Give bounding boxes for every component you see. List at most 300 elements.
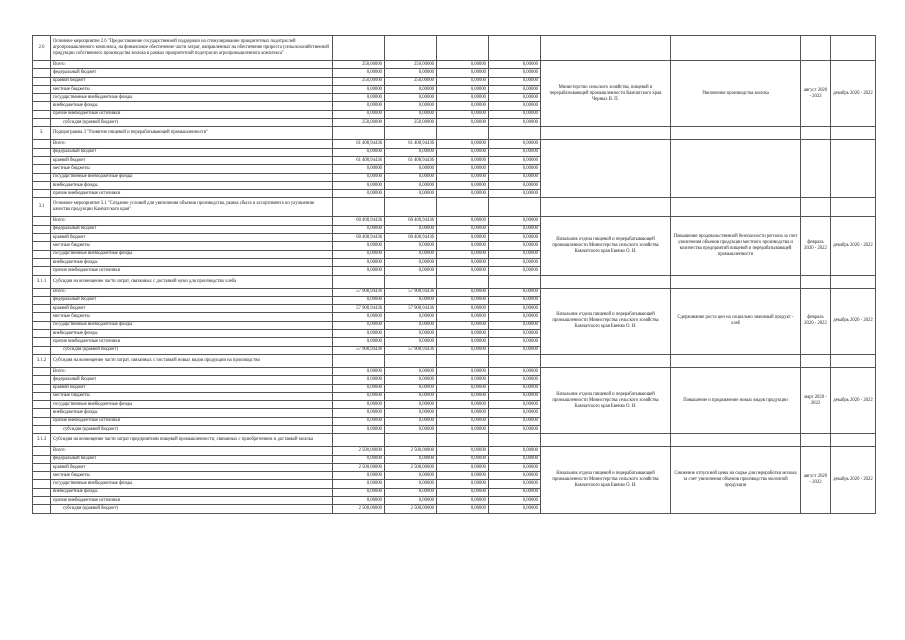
amount-cell: 0,00000	[385, 242, 437, 250]
amount-cell: 0,00000	[437, 173, 489, 181]
amount-cell: 0,00000	[437, 217, 489, 225]
amount-cell: 0,00000	[385, 497, 437, 505]
amount-cell: 250,00000	[385, 77, 437, 85]
amount-cell: 61 408,94436	[333, 140, 385, 148]
amount-cell: 0,00000	[333, 488, 385, 496]
row-label: местные бюджеты	[51, 472, 333, 480]
amount-cell: 0,00000	[489, 85, 541, 93]
row-label: Всего:	[51, 288, 333, 296]
amount-cell: 57 908,94436	[333, 288, 385, 296]
amount-cell: 0,00000	[333, 392, 385, 400]
amount-cell: 0,00000	[437, 140, 489, 148]
amount-cell: 0,00000	[489, 296, 541, 304]
amount-cell: 0,00000	[385, 85, 437, 93]
amount-cell: 0,00000	[385, 102, 437, 110]
row-label: внебюджетные фонды	[51, 102, 333, 110]
amount-cell: 0,00000	[489, 119, 541, 127]
empty-cell	[33, 417, 51, 425]
amount-cell: 0,00000	[437, 401, 489, 409]
amount-cell: 0,00000	[333, 110, 385, 118]
block-header-row	[33, 36, 876, 61]
empty-cell	[33, 305, 51, 313]
amount-cell: 0,00000	[385, 321, 437, 329]
amount-cell: 0,00000	[437, 69, 489, 77]
amount-cell: 0,00000	[333, 296, 385, 304]
empty-cell	[489, 36, 541, 61]
row-label: государственные внебюджетные фонды	[51, 480, 333, 488]
amount-cell: 0,00000	[385, 367, 437, 375]
amount-cell: 0,00000	[333, 225, 385, 233]
amount-cell: 61 408,94436	[385, 140, 437, 148]
empty-cell	[33, 472, 51, 480]
amount-cell: 0,00000	[437, 497, 489, 505]
empty-cell	[33, 77, 51, 85]
row-label: федеральный бюджет	[51, 225, 333, 233]
row-label: государственные внебюджетные фонды	[51, 250, 333, 258]
amount-cell: 0,00000	[489, 401, 541, 409]
budget-table	[32, 35, 876, 514]
empty-cell	[333, 36, 385, 61]
amount-cell: 0,00000	[437, 234, 489, 242]
end-date: декабрь 2020 - 2022	[831, 367, 876, 433]
table-row	[33, 217, 876, 225]
amount-cell: 0,00000	[437, 102, 489, 110]
row-label: Всего:	[51, 61, 333, 69]
amount-cell: 0,00000	[489, 447, 541, 455]
empty-cell	[671, 127, 801, 140]
empty-cell	[33, 346, 51, 354]
empty-cell	[33, 376, 51, 384]
amount-cell: 0,00000	[437, 258, 489, 266]
amount-cell: 0,00000	[489, 346, 541, 354]
amount-cell: 0,00000	[489, 258, 541, 266]
expected-result: Снижение отпускной цены на сырье для переработки молока за счет увеличения объемов производства молочной продукции	[671, 447, 801, 513]
row-label: государственные внебюджетные фонды	[51, 94, 333, 102]
item-number: 3.1	[33, 198, 51, 217]
amount-cell: 0,00000	[437, 409, 489, 417]
amount-cell: 2 500,00000	[333, 505, 385, 513]
empty-cell	[385, 198, 437, 217]
empty-cell	[33, 409, 51, 417]
amount-cell: 0,00000	[489, 425, 541, 433]
row-label: прочие внебюджетные источники	[51, 417, 333, 425]
empty-cell	[33, 258, 51, 266]
amount-cell: 0,00000	[489, 455, 541, 463]
amount-cell: 0,00000	[489, 267, 541, 275]
empty-cell	[801, 275, 831, 288]
amount-cell: 0,00000	[437, 505, 489, 513]
block-header-row	[33, 275, 876, 288]
block-header-row	[33, 127, 876, 140]
responsible-executor: Начальник отдела пищевой и перерабатывающей промышленности Министерства сельского хозяйства Камчатского края Евенко О. И.	[541, 217, 671, 275]
empty-cell	[33, 463, 51, 471]
amount-cell: 0,00000	[385, 190, 437, 198]
amount-cell: 0,00000	[489, 148, 541, 156]
amount-cell: 0,00000	[437, 250, 489, 258]
row-label: краевой бюджет	[51, 156, 333, 164]
amount-cell: 0,00000	[333, 480, 385, 488]
amount-cell: 0,00000	[437, 77, 489, 85]
empty-cell	[385, 127, 437, 140]
empty-cell	[33, 447, 51, 455]
start-date	[801, 140, 831, 198]
amount-cell: 0,00000	[437, 321, 489, 329]
empty-cell	[33, 173, 51, 181]
block-header-row	[33, 434, 876, 447]
row-label: местные бюджеты	[51, 165, 333, 173]
empty-cell	[33, 296, 51, 304]
amount-cell: 0,00000	[437, 165, 489, 173]
row-label: внебюджетные фонды	[51, 409, 333, 417]
expected-result: Повышение и продвижение новых видов продукции	[671, 367, 801, 433]
amount-cell: 0,00000	[333, 250, 385, 258]
table-row	[33, 447, 876, 455]
row-label: государственные внебюджетные фонды	[51, 401, 333, 409]
responsible-executor: Начальник отдела пищевой и перерабатывающей промышленности Министерства сельского хозяйства Камчатского края Евенко О. И.	[541, 288, 671, 354]
amount-cell: 0,00000	[437, 225, 489, 233]
amount-cell: 0,00000	[385, 258, 437, 266]
amount-cell: 0,00000	[437, 338, 489, 346]
amount-cell: 0,00000	[437, 346, 489, 354]
item-title: Основное мероприятие 3.1 "Создание условий для увеличения объемов производства, рынка сбыта и ассортимента по улучшению качества продукции Камчатского края"	[51, 198, 333, 217]
amount-cell: 250,00000	[333, 119, 385, 127]
amount-cell: 0,00000	[489, 417, 541, 425]
item-title: Субсидия на возмещение части затрат предприятиям пищевой промышленности, связанных с приобретением и доставкой молока	[51, 434, 333, 447]
amount-cell: 57 908,94436	[333, 346, 385, 354]
responsible-executor	[541, 140, 671, 198]
empty-cell	[831, 434, 876, 447]
amount-cell: 0,00000	[437, 267, 489, 275]
start-date: февраль 2020 - 2022	[801, 288, 831, 354]
end-date: декабрь 2020 - 2022	[831, 217, 876, 275]
empty-cell	[385, 354, 437, 367]
amount-cell: 0,00000	[437, 61, 489, 69]
empty-cell	[33, 119, 51, 127]
amount-cell: 0,00000	[437, 367, 489, 375]
empty-cell	[437, 434, 489, 447]
amount-cell: 0,00000	[489, 497, 541, 505]
amount-cell: 0,00000	[437, 296, 489, 304]
start-date: февраль 2020 - 2022	[801, 217, 831, 275]
empty-cell	[33, 505, 51, 513]
empty-cell	[33, 338, 51, 346]
amount-cell: 0,00000	[385, 181, 437, 189]
amount-cell: 0,00000	[489, 69, 541, 77]
amount-cell: 0,00000	[489, 181, 541, 189]
row-label: Всего:	[51, 140, 333, 148]
empty-cell	[831, 36, 876, 61]
document-sheet	[32, 35, 873, 607]
amount-cell: 0,00000	[385, 401, 437, 409]
amount-cell: 0,00000	[385, 472, 437, 480]
amount-cell: 0,00000	[333, 330, 385, 338]
empty-cell	[33, 250, 51, 258]
row-label: федеральный бюджет	[51, 455, 333, 463]
amount-cell: 0,00000	[385, 94, 437, 102]
amount-cell: 0,00000	[333, 181, 385, 189]
empty-cell	[831, 127, 876, 140]
empty-cell	[33, 94, 51, 102]
end-date	[831, 140, 876, 198]
amount-cell: 0,00000	[489, 242, 541, 250]
amount-cell: 0,00000	[437, 376, 489, 384]
item-number: 3.1.3	[33, 434, 51, 447]
amount-cell: 0,00000	[489, 392, 541, 400]
empty-cell	[489, 198, 541, 217]
amount-cell: 0,00000	[489, 305, 541, 313]
amount-cell: 0,00000	[385, 110, 437, 118]
amount-cell: 0,00000	[489, 165, 541, 173]
empty-cell	[33, 425, 51, 433]
amount-cell: 2 500,00000	[385, 505, 437, 513]
amount-cell: 0,00000	[489, 173, 541, 181]
empty-cell	[489, 127, 541, 140]
amount-cell: 0,00000	[385, 165, 437, 173]
amount-cell: 61 408,94436	[333, 156, 385, 164]
empty-cell	[33, 267, 51, 275]
amount-cell: 0,00000	[385, 488, 437, 496]
empty-cell	[385, 434, 437, 447]
amount-cell: 0,00000	[437, 148, 489, 156]
amount-cell: 0,00000	[333, 472, 385, 480]
row-label: местные бюджеты	[51, 392, 333, 400]
amount-cell: 0,00000	[437, 392, 489, 400]
amount-cell: 0,00000	[385, 296, 437, 304]
amount-cell: 0,00000	[333, 165, 385, 173]
amount-cell: 0,00000	[385, 480, 437, 488]
row-label: прочие внебюджетные источники	[51, 190, 333, 198]
amount-cell: 0,00000	[437, 242, 489, 250]
empty-cell	[385, 275, 437, 288]
amount-cell: 0,00000	[489, 409, 541, 417]
empty-cell	[671, 36, 801, 61]
responsible-executor: Министерство сельского хозяйства, пищевой и перерабатывающей промышленности Камчатского края Черных В. П.	[541, 61, 671, 127]
row-label: субсидия (краевой бюджет)	[51, 425, 333, 433]
row-label: местные бюджеты	[51, 313, 333, 321]
amount-cell: 0,00000	[333, 417, 385, 425]
amount-cell: 0,00000	[385, 455, 437, 463]
amount-cell: 250,00000	[385, 119, 437, 127]
empty-cell	[33, 392, 51, 400]
empty-cell	[33, 217, 51, 225]
empty-cell	[489, 354, 541, 367]
amount-cell: 0,00000	[437, 480, 489, 488]
empty-cell	[33, 497, 51, 505]
amount-cell: 0,00000	[489, 94, 541, 102]
empty-cell	[437, 198, 489, 217]
amount-cell: 0,00000	[437, 190, 489, 198]
amount-cell: 0,00000	[385, 417, 437, 425]
row-label: субсидия (краевой бюджет)	[51, 119, 333, 127]
amount-cell: 0,00000	[385, 338, 437, 346]
empty-cell	[437, 275, 489, 288]
amount-cell: 0,00000	[489, 217, 541, 225]
empty-cell	[33, 330, 51, 338]
empty-cell	[385, 36, 437, 61]
row-label: внебюджетные фонды	[51, 258, 333, 266]
row-label: краевой бюджет	[51, 463, 333, 471]
empty-cell	[541, 198, 671, 217]
amount-cell: 0,00000	[489, 110, 541, 118]
amount-cell: 0,00000	[489, 225, 541, 233]
empty-cell	[33, 367, 51, 375]
amount-cell: 0,00000	[489, 102, 541, 110]
row-label: краевой бюджет	[51, 234, 333, 242]
amount-cell: 0,00000	[333, 242, 385, 250]
empty-cell	[33, 288, 51, 296]
empty-cell	[333, 127, 385, 140]
amount-cell: 0,00000	[333, 497, 385, 505]
empty-cell	[489, 275, 541, 288]
amount-cell: 250,00000	[333, 77, 385, 85]
amount-cell: 0,00000	[437, 110, 489, 118]
empty-cell	[33, 61, 51, 69]
amount-cell: 0,00000	[437, 488, 489, 496]
amount-cell: 0,00000	[489, 234, 541, 242]
amount-cell: 2 500,00000	[333, 447, 385, 455]
empty-cell	[33, 69, 51, 77]
amount-cell: 0,00000	[437, 305, 489, 313]
amount-cell: 0,00000	[385, 330, 437, 338]
row-label: краевой бюджет	[51, 384, 333, 392]
amount-cell: 0,00000	[489, 140, 541, 148]
amount-cell: 0,00000	[437, 85, 489, 93]
empty-cell	[671, 198, 801, 217]
amount-cell: 0,00000	[385, 225, 437, 233]
row-label: федеральный бюджет	[51, 296, 333, 304]
item-number: 3.	[33, 127, 51, 140]
empty-cell	[33, 313, 51, 321]
empty-cell	[33, 110, 51, 118]
amount-cell: 0,00000	[489, 156, 541, 164]
amount-cell: 0,00000	[333, 173, 385, 181]
amount-cell: 0,00000	[437, 417, 489, 425]
row-label: федеральный бюджет	[51, 69, 333, 77]
row-label: субсидия (краевой бюджет)	[51, 346, 333, 354]
empty-cell	[33, 488, 51, 496]
empty-cell	[33, 102, 51, 110]
row-label: прочие внебюджетные источники	[51, 110, 333, 118]
empty-cell	[437, 354, 489, 367]
start-date: март 2020 - 2022	[801, 367, 831, 433]
empty-cell	[801, 354, 831, 367]
row-label: субсидия (краевой бюджет)	[51, 505, 333, 513]
amount-cell: 0,00000	[385, 267, 437, 275]
amount-cell: 0,00000	[333, 367, 385, 375]
empty-cell	[333, 198, 385, 217]
end-date: декабрь 2020 - 2022	[831, 61, 876, 127]
amount-cell: 0,00000	[333, 102, 385, 110]
block-header-row	[33, 354, 876, 367]
amount-cell: 0,00000	[489, 321, 541, 329]
empty-cell	[671, 434, 801, 447]
table-row	[33, 140, 876, 148]
empty-cell	[831, 198, 876, 217]
empty-cell	[831, 275, 876, 288]
row-label: государственные внебюджетные фонды	[51, 173, 333, 181]
amount-cell: 60 408,94436	[333, 234, 385, 242]
item-number: 2.6	[33, 36, 51, 61]
amount-cell: 0,00000	[437, 472, 489, 480]
amount-cell: 0,00000	[489, 250, 541, 258]
amount-cell: 0,00000	[489, 288, 541, 296]
row-label: Всего:	[51, 447, 333, 455]
row-label: Всего:	[51, 367, 333, 375]
expected-result	[671, 140, 801, 198]
row-label: прочие внебюджетные источники	[51, 338, 333, 346]
amount-cell: 0,00000	[333, 313, 385, 321]
expected-result: Увеличение производства молока	[671, 61, 801, 127]
amount-cell: 0,00000	[437, 447, 489, 455]
amount-cell: 0,00000	[333, 69, 385, 77]
amount-cell: 0,00000	[385, 425, 437, 433]
amount-cell: 0,00000	[437, 330, 489, 338]
empty-cell	[831, 354, 876, 367]
amount-cell: 0,00000	[489, 190, 541, 198]
row-label: Всего:	[51, 217, 333, 225]
row-label: внебюджетные фонды	[51, 330, 333, 338]
empty-cell	[541, 127, 671, 140]
amount-cell: 0,00000	[437, 313, 489, 321]
empty-cell	[801, 434, 831, 447]
row-label: местные бюджеты	[51, 242, 333, 250]
amount-cell: 0,00000	[333, 425, 385, 433]
empty-cell	[33, 234, 51, 242]
amount-cell: 0,00000	[385, 313, 437, 321]
row-label: федеральный бюджет	[51, 376, 333, 384]
empty-cell	[437, 36, 489, 61]
amount-cell: 0,00000	[385, 148, 437, 156]
table-row	[33, 61, 876, 69]
empty-cell	[33, 156, 51, 164]
end-date: декабрь 2020 - 2022	[831, 288, 876, 354]
amount-cell: 0,00000	[333, 321, 385, 329]
empty-cell	[33, 321, 51, 329]
empty-cell	[333, 275, 385, 288]
empty-cell	[33, 140, 51, 148]
empty-cell	[33, 242, 51, 250]
block-header-row	[33, 198, 876, 217]
responsible-executor: Начальник отдела пищевой и перерабатывающей промышленности Министерства сельского хозяйства Камчатского края Евенко О. И.	[541, 447, 671, 513]
amount-cell: 0,00000	[385, 173, 437, 181]
item-title: Субсидия на возмещение части затрат, связанных с поставкой новых видов продукции на производство	[51, 354, 333, 367]
empty-cell	[33, 480, 51, 488]
amount-cell: 0,00000	[385, 69, 437, 77]
empty-cell	[33, 165, 51, 173]
row-label: федеральный бюджет	[51, 148, 333, 156]
row-label: внебюджетные фонды	[51, 181, 333, 189]
amount-cell: 0,00000	[437, 425, 489, 433]
amount-cell: 0,00000	[437, 156, 489, 164]
empty-cell	[33, 85, 51, 93]
empty-cell	[671, 354, 801, 367]
empty-cell	[333, 354, 385, 367]
amount-cell: 60 408,94436	[333, 217, 385, 225]
amount-cell: 0,00000	[385, 250, 437, 258]
amount-cell: 0,00000	[489, 488, 541, 496]
item-number: 3.1.1	[33, 275, 51, 288]
empty-cell	[801, 127, 831, 140]
amount-cell: 2 500,00000	[385, 463, 437, 471]
amount-cell: 0,00000	[333, 94, 385, 102]
amount-cell: 0,00000	[489, 77, 541, 85]
amount-cell: 0,00000	[437, 384, 489, 392]
end-date: декабрь 2020 - 2022	[831, 447, 876, 513]
amount-cell: 0,00000	[489, 313, 541, 321]
amount-cell: 0,00000	[333, 258, 385, 266]
amount-cell: 0,00000	[437, 119, 489, 127]
amount-cell: 0,00000	[489, 367, 541, 375]
